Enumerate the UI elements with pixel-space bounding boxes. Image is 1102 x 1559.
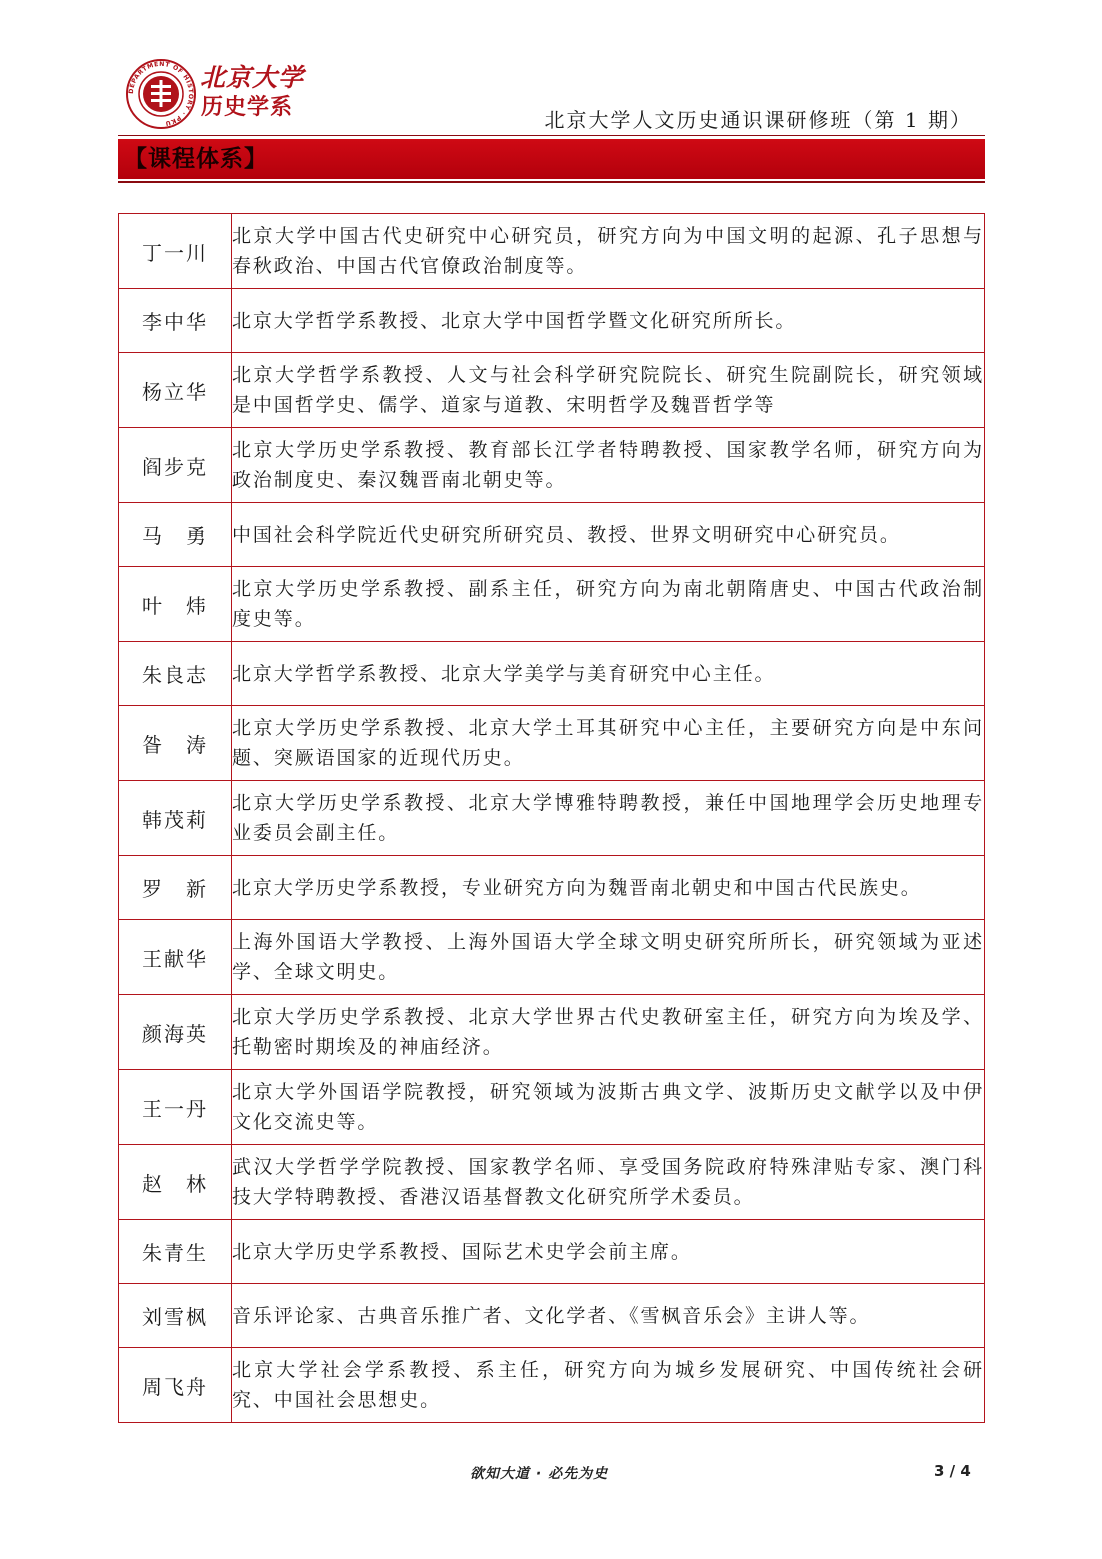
faculty-name: 王献华 <box>119 920 232 995</box>
faculty-name: 韩茂莉 <box>119 781 232 856</box>
faculty-name: 杨立华 <box>119 353 232 428</box>
faculty-name: 颜海英 <box>119 995 232 1070</box>
section-title: 【课程体系】 <box>124 146 268 172</box>
program-title: 北京大学人文历史通识课研修班（第 1 期） <box>544 108 972 132</box>
table-row <box>119 642 985 706</box>
table-row <box>119 781 985 856</box>
table-row <box>119 1070 985 1145</box>
faculty-name: 阎步克 <box>119 428 232 503</box>
faculty-description: 北京大学外国语学院教授，研究领域为波斯古典文学、波斯历史文献学以及中伊文化交流史等。 <box>232 1070 985 1145</box>
table-row <box>119 995 985 1070</box>
faculty-name: 丁一川 <box>119 214 232 289</box>
page-number: 3 / 4 <box>934 1462 971 1480</box>
table-row <box>119 1220 985 1284</box>
faculty-description: 北京大学哲学系教授、人文与社会科学研究院院长、研究生院副院长，研究领域是中国哲学史、儒学、道家与道教、宋明哲学及魏晋哲学等 <box>232 353 985 428</box>
table-row <box>119 567 985 642</box>
faculty-name: 罗 新 <box>119 856 232 920</box>
faculty-description: 北京大学哲学系教授、北京大学中国哲学暨文化研究所所长。 <box>232 289 985 353</box>
faculty-name: 王一丹 <box>119 1070 232 1145</box>
faculty-description: 北京大学历史学系教授、北京大学世界古代史教研室主任，研究方向为埃及学、托勒密时期埃及的神庙经济。 <box>232 995 985 1070</box>
faculty-description: 北京大学历史学系教授，专业研究方向为魏晋南北朝史和中国古代民族史。 <box>232 856 985 920</box>
table-row <box>119 503 985 567</box>
section-banner <box>118 139 985 179</box>
faculty-name: 叶 炜 <box>119 567 232 642</box>
faculty-table <box>118 213 985 1423</box>
faculty-description: 武汉大学哲学学院教授、国家教学名师、享受国务院政府特殊津贴专家、澳门科技大学特聘教授、香港汉语基督教文化研究所学术委员。 <box>232 1145 985 1220</box>
faculty-description: 音乐评论家、古典音乐推广者、文化学者、《雪枫音乐会》主讲人等。 <box>232 1284 985 1348</box>
logo-ring-text: DEPARTMENT OF HISTORY · PKU <box>127 60 195 127</box>
faculty-description: 北京大学社会学系教授、系主任，研究方向为城乡发展研究、中国传统社会研究、中国社会思想史。 <box>232 1348 985 1423</box>
faculty-description: 北京大学历史学系教授、北京大学博雅特聘教授，兼任中国地理学会历史地理专业委员会副主任。 <box>232 781 985 856</box>
faculty-description: 北京大学哲学系教授、北京大学美学与美育研究中心主任。 <box>232 642 985 706</box>
faculty-description: 北京大学历史学系教授、北京大学土耳其研究中心主任，主要研究方向是中东问题、突厥语国家的近现代历史。 <box>232 706 985 781</box>
faculty-name: 朱良志 <box>119 642 232 706</box>
table-row <box>119 428 985 503</box>
banner-underline <box>118 181 985 183</box>
faculty-description: 北京大学历史学系教授、国际艺术史学会前主席。 <box>232 1220 985 1284</box>
faculty-name: 赵 林 <box>119 1145 232 1220</box>
faculty-description: 上海外国语大学教授、上海外国语大学全球文明史研究所所长，研究领域为亚述学、全球文明史。 <box>232 920 985 995</box>
department-logo-seal <box>125 58 197 130</box>
faculty-name: 李中华 <box>119 289 232 353</box>
table-row <box>119 1145 985 1220</box>
table-row <box>119 214 985 289</box>
footer-motto: 欲知大道 · 必先为史 <box>470 1466 609 1482</box>
table-row <box>119 353 985 428</box>
table-row <box>119 856 985 920</box>
faculty-description: 北京大学历史学系教授、副系主任，研究方向为南北朝隋唐史、中国古代政治制度史等。 <box>232 567 985 642</box>
header-divider <box>118 135 985 136</box>
faculty-name: 昝 涛 <box>119 706 232 781</box>
faculty-description: 中国社会科学院近代史研究所研究员、教授、世界文明研究中心研究员。 <box>232 503 985 567</box>
table-row <box>119 920 985 995</box>
table-row <box>119 1348 985 1423</box>
faculty-name: 马 勇 <box>119 503 232 567</box>
table-row <box>119 289 985 353</box>
faculty-name: 周飞舟 <box>119 1348 232 1423</box>
faculty-name: 朱青生 <box>119 1220 232 1284</box>
logo-title: 北京大学 <box>200 63 305 92</box>
faculty-name: 刘雪枫 <box>119 1284 232 1348</box>
faculty-description: 北京大学中国古代史研究中心研究员，研究方向为中国文明的起源、孔子思想与春秋政治、中国古代官僚政治制度等。 <box>232 214 985 289</box>
table-row <box>119 1284 985 1348</box>
table-row <box>119 706 985 781</box>
logo-subtitle: 历史学系 <box>201 94 294 120</box>
faculty-description: 北京大学历史学系教授、教育部长江学者特聘教授、国家教学名师，研究方向为政治制度史、秦汉魏晋南北朝史等。 <box>232 428 985 503</box>
